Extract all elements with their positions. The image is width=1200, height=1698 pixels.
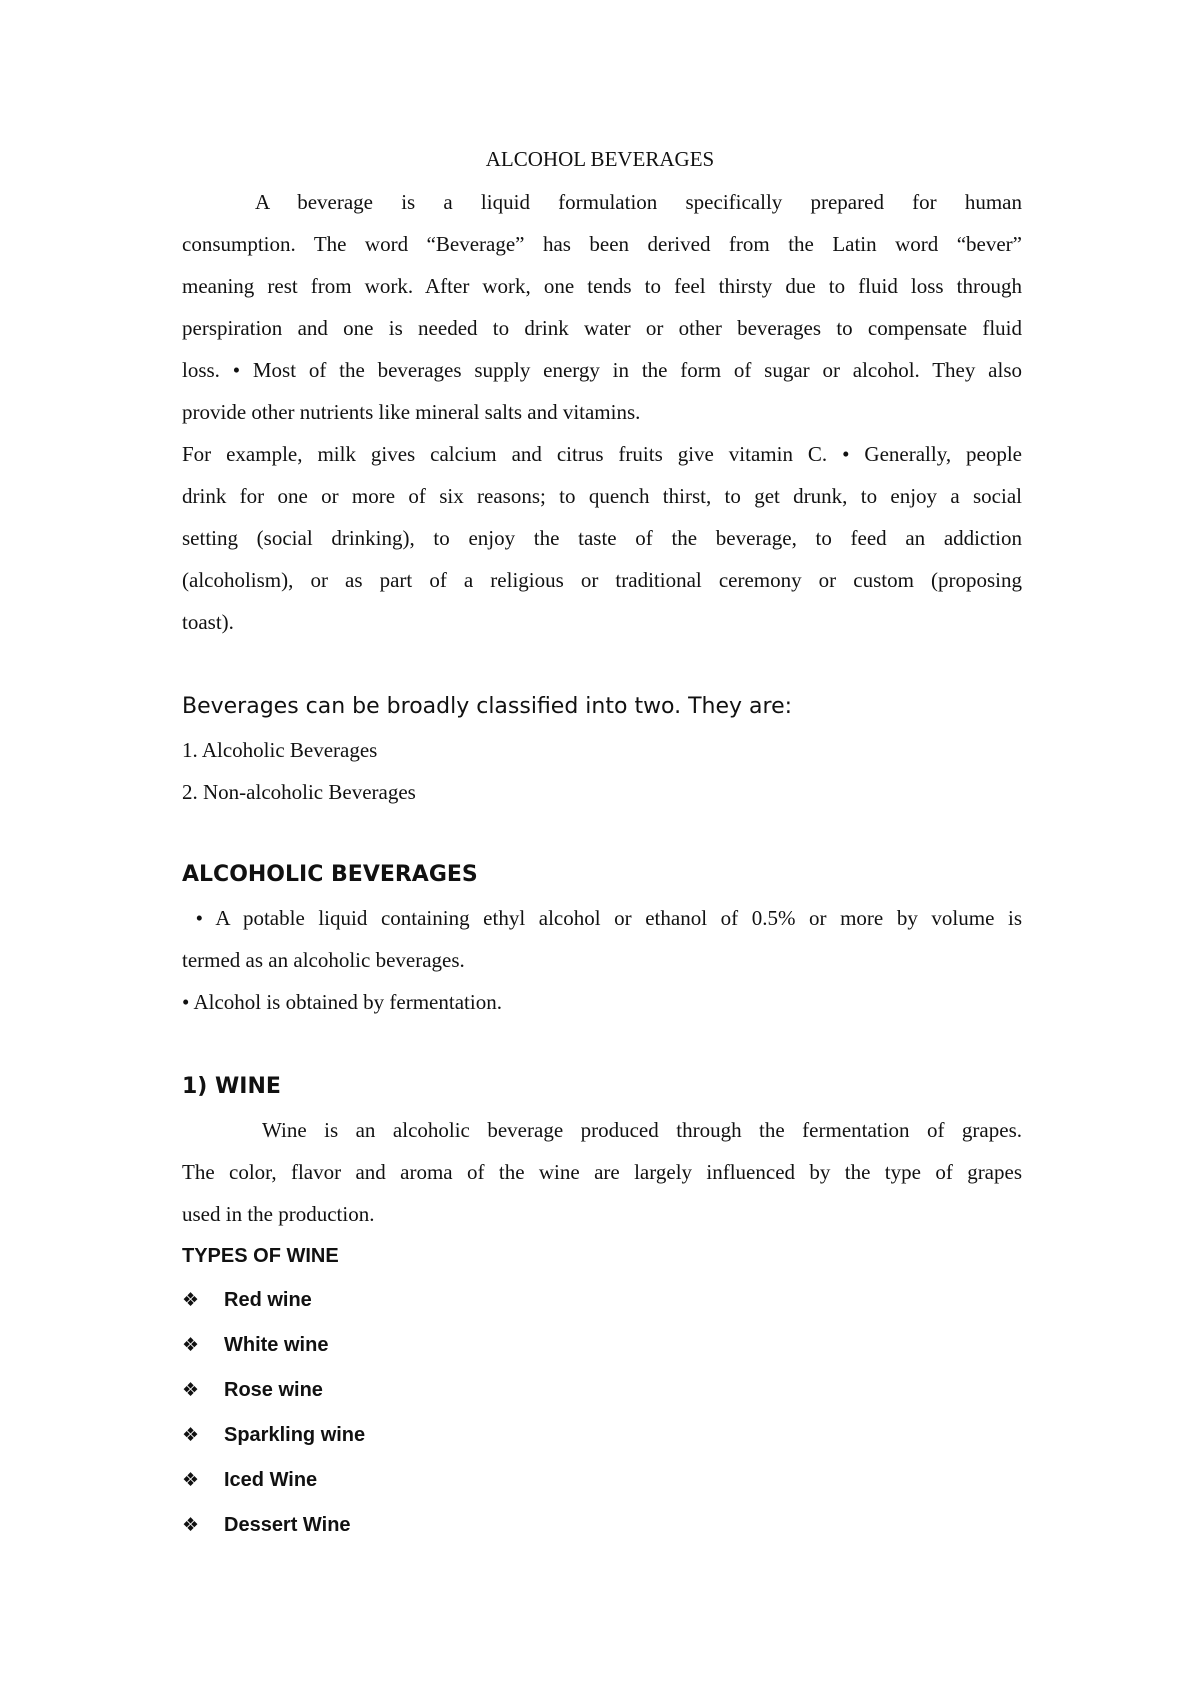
wine-line: Wine is an alcoholic beverage produced through the fermentation of grapes. <box>262 1118 1022 1142</box>
classification-item: 1. Alcoholic Beverages <box>182 738 378 762</box>
diamond-bullet-icon: ❖ <box>182 1289 200 1311</box>
wine-type-label: White wine <box>224 1334 329 1356</box>
intro-line: provide other nutrients like mineral salts and vitamins. <box>182 400 641 424</box>
classification-heading: Beverages can be broadly classified into two. They are: <box>182 694 793 719</box>
intro-line: consumption. The word “Beverage” has been derived from the Latin word “bever” <box>182 232 1022 256</box>
intro-line: For example, milk gives calcium and citrus fruits give vitamin C. • Generally, people <box>182 442 1022 466</box>
wine-type-label: Rose wine <box>224 1379 323 1401</box>
intro-line: A beverage is a liquid formulation specifically prepared for human <box>255 190 1022 214</box>
alcoholic-heading: ALCOHOLIC BEVERAGES <box>182 862 478 887</box>
wine-type-label: Sparkling wine <box>224 1424 366 1446</box>
intro-line: drink for one or more of six reasons; to quench thirst, to get drunk, to enjoy a social <box>182 484 1022 508</box>
wine-type-item <box>182 1379 323 1402</box>
wine-line: used in the production. <box>182 1202 375 1226</box>
classification-item: 2. Non-alcoholic Beverages <box>182 780 416 804</box>
intro-line: (alcoholism), or as part of a religious or traditional ceremony or custom (proposing <box>182 568 1022 592</box>
alcoholic-line: • A potable liquid containing ethyl alcohol or ethanol of 0.5% or more by volume is <box>182 906 1022 930</box>
wine-type-label: Iced Wine <box>224 1469 318 1491</box>
alcoholic-line: termed as an alcoholic beverages. <box>182 948 465 972</box>
diamond-bullet-icon: ❖ <box>182 1379 200 1401</box>
intro-line: toast). <box>182 610 234 634</box>
types-of-wine-heading: TYPES OF WINE <box>182 1245 339 1267</box>
wine-type-item <box>182 1469 317 1492</box>
wine-heading: 1) WINE <box>182 1074 281 1099</box>
alcoholic-line: • Alcohol is obtained by fermentation. <box>182 990 502 1014</box>
wine-type-label: Red wine <box>224 1289 312 1311</box>
wine-line: The color, flavor and aroma of the wine are largely influenced by the type of grapes <box>182 1160 1022 1184</box>
wine-type-item <box>182 1514 351 1537</box>
diamond-bullet-icon: ❖ <box>182 1424 200 1446</box>
wine-type-item <box>182 1424 365 1447</box>
intro-line: meaning rest from work. After work, one tends to feel thirsty due to fluid loss through <box>182 274 1022 298</box>
wine-type-label: Dessert Wine <box>224 1514 351 1536</box>
wine-type-item <box>182 1289 312 1312</box>
diamond-bullet-icon: ❖ <box>182 1334 200 1356</box>
diamond-bullet-icon: ❖ <box>182 1514 200 1536</box>
intro-line: setting (social drinking), to enjoy the taste of the beverage, to feed an addiction <box>182 526 1022 550</box>
intro-line: perspiration and one is needed to drink water or other beverages to compensate fluid <box>182 316 1022 340</box>
document-title: ALCOHOL BEVERAGES <box>485 147 715 171</box>
wine-type-item <box>182 1334 328 1357</box>
diamond-bullet-icon: ❖ <box>182 1469 200 1491</box>
intro-line: loss. • Most of the beverages supply energy in the form of sugar or alcohol. They also <box>182 358 1022 382</box>
